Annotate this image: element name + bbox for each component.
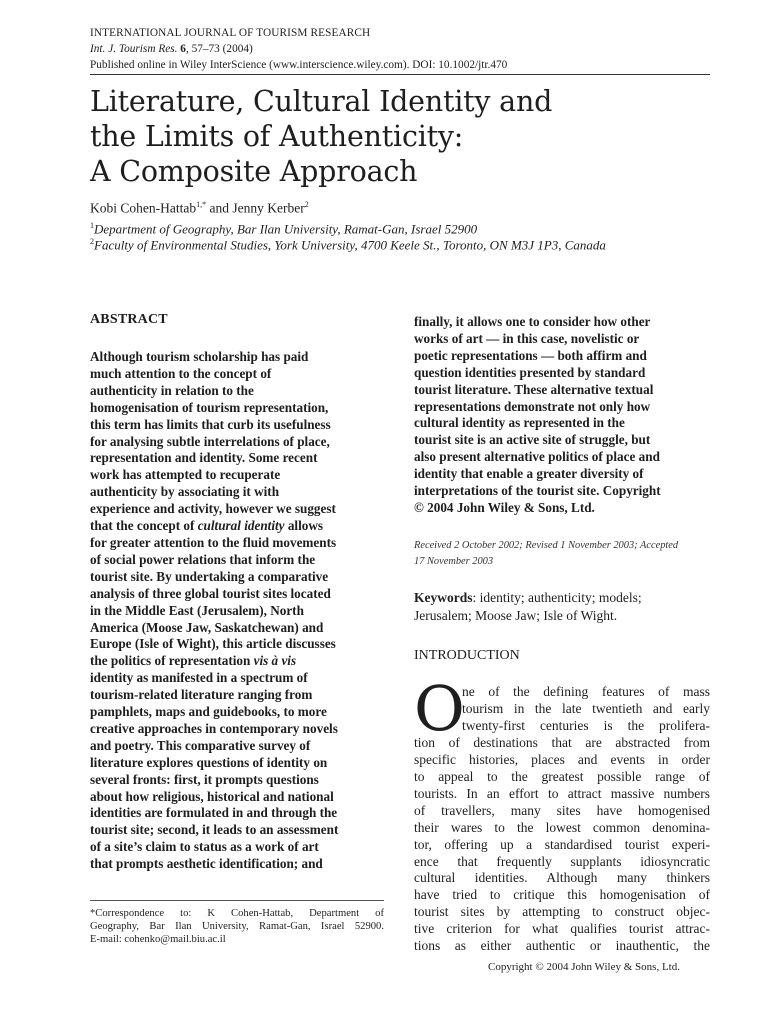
abstract-line: Although tourism scholarship has paid [90, 349, 309, 364]
intro-line: tourists. In an effort to attract massive numbers [414, 785, 710, 801]
intro-line: specific histories, places and events in order [414, 751, 710, 767]
keywords-line-2: Jerusalem; Moose Jaw; Isle of Wight. [414, 607, 618, 623]
citation-volume: 6 [180, 43, 186, 55]
abstract-line: of social power relations that inform the [90, 551, 316, 567]
drop-cap: O [414, 672, 465, 745]
abstract-line: poetic representations — both affirm and [414, 347, 647, 363]
intro-line: have tried to critique this homogenisation of [414, 887, 710, 903]
abstract-fragment: allows [284, 518, 323, 534]
footnote-divider [90, 900, 384, 901]
journal-header [90, 25, 730, 73]
abstract-line: America (Moose Jaw, Saskatchewan) and [90, 619, 324, 635]
copyright-notice: Copyright © 2004 John Wiley & Sons, Ltd. [488, 961, 680, 973]
keywords-line-1 [414, 589, 714, 607]
abstract-line-vis-a-vis [90, 653, 384, 670]
abstract-fragment: that the concept of [90, 518, 198, 534]
abstract-line: identity as manifested in a spectrum of [90, 670, 308, 686]
affiliation-1-text: Department of Geography, Bar Ilan University, Ramat-Gan, Israel 52900 [94, 221, 478, 237]
abstract-line: in the Middle East (Jerusalem), North [90, 602, 304, 618]
abstract-line: authenticity by associating it with [90, 484, 280, 500]
intro-line: tourism in the late twentieth and early [462, 700, 710, 716]
abstract-line: analysis of three global tourist sites located [90, 585, 331, 601]
abstract-line: pamphlets, maps and guidebooks, to more [90, 704, 327, 720]
abstract-line: and poetry. This comparative survey of [90, 737, 311, 753]
citation-pages: , 57–73 (2004) [185, 43, 253, 55]
article-title [90, 84, 730, 189]
author-list [90, 200, 309, 217]
intro-line: cultural identities. Although many thinkers [414, 870, 710, 886]
author-1: Kobi Cohen-Hattab [90, 200, 197, 216]
dates-line-2: 17 November 2003 [414, 556, 494, 567]
author-2: Jenny Kerber [232, 200, 305, 216]
emphasis-cultural-identity: cultural identity [197, 518, 285, 534]
abstract-line: question identities presented by standard [414, 364, 646, 380]
intro-line: their wares to the lowest common denomina- [414, 819, 710, 835]
journal-name: INTERNATIONAL JOURNAL OF TOURISM RESEARCH [90, 27, 371, 39]
footnote-line-1: *Correspondence to: K Cohen-Hattab, Department of [90, 908, 384, 919]
abstract-line: several fronts: first, it prompts questions [90, 771, 319, 787]
intro-line: tion of destinations that are abstracted from [414, 734, 710, 750]
emphasis-vis-a-vis: vis à vis [253, 653, 297, 669]
affiliation-2-mark: 2 [90, 237, 94, 246]
abstract-line: finally, it allows one to consider how other [414, 314, 651, 329]
abstract-line: tourist site is an active site of struggle, but [414, 432, 651, 448]
journal-citation [90, 41, 730, 57]
abstract-line: identities are formulated in and through the [90, 805, 338, 821]
intro-line: ne of the defining features of mass [462, 684, 710, 699]
keywords-text: : identity; authenticity; models; [472, 590, 642, 605]
abstract-line: Europe (Isle of Wight), this article discusses [90, 636, 336, 652]
abstract-line: works of art — in this case, novelistic or [414, 330, 640, 346]
introduction-text [414, 672, 710, 955]
abstract-line: work has attempted to recuperate [90, 467, 281, 483]
author-conjunction: and [206, 200, 233, 216]
abstract-line: representations demonstrate not only how [414, 398, 651, 414]
abstract-continued [414, 314, 710, 517]
footnote-line-2: Geography, Bar Ilan University, Ramat-Gan, Israel 52900. [90, 921, 384, 933]
footnote-email: E-mail: cohenko@mail.biu.ac.il [90, 934, 226, 946]
abstract-line: creative approaches in contemporary novels [90, 720, 338, 736]
abstract-heading: ABSTRACT [90, 312, 168, 327]
intro-line: of travellers, many sites have homogenised [414, 802, 710, 818]
publication-info: Published online in Wiley InterScience (www.interscience.wiley.com). DOI: 10.1002/jtr.470 [90, 59, 508, 71]
abstract-line: tourist literature. These alternative textual [414, 381, 654, 397]
abstract-line: tourism-related literature ranging from [90, 687, 313, 703]
correspondence-footnote [90, 907, 384, 947]
abstract-line: © 2004 John Wiley & Sons, Ltd. [414, 499, 595, 515]
abstract-line: identity that enable a greater diversity of [414, 466, 644, 482]
abstract-line: experience and activity, however we suggest [90, 501, 336, 517]
keywords [414, 589, 714, 624]
title-line-2: the Limits of Authenticity: [90, 120, 464, 153]
abstract-line: tourist site. By undertaking a comparative [90, 568, 329, 584]
article-dates [414, 538, 714, 570]
dates-line-1: Received 2 October 2002; Revised 1 November 2003; Accepted [414, 540, 679, 551]
abstract-line: literature explores questions of identity on [90, 754, 328, 770]
affiliation-2 [90, 237, 606, 253]
abstract-line: for greater attention to the fluid movements [90, 534, 337, 550]
abstract-line-cultural-identity [90, 518, 384, 535]
affiliation-2-text: Faculty of Environmental Studies, York University, 4700 Keele St., Toronto, ON M3J 1P3, Canada [94, 237, 606, 253]
intro-line: tor, offering up a standardised tourist experi- [414, 836, 710, 852]
abstract-line: about how religious, historical and national [90, 788, 334, 804]
abstract-line: authenticity in relation to the [90, 382, 254, 398]
left-column [90, 312, 384, 328]
abstract-line: cultural identity as represented in the [414, 415, 625, 431]
header-divider [90, 74, 710, 75]
affiliation-1 [90, 221, 477, 237]
title-line-1: Literature, Cultural Identity and [90, 85, 553, 118]
intro-line: tourist sites by attempting to construct objec- [414, 904, 710, 920]
affiliation-1-mark: 1 [90, 221, 94, 230]
introduction-heading: INTRODUCTION [414, 648, 520, 663]
intro-line: tions as either authentic or inauthentic, the [414, 938, 710, 954]
abstract-line: much attention to the concept of [90, 365, 272, 381]
abstract-line: this term has limits that curb its usefulness [90, 416, 331, 432]
abstract-line: tourist site; second, it leads to an assessment [90, 822, 339, 838]
abstract-line: that prompts aesthetic identification; and [90, 856, 323, 872]
intro-line: twenty-first centuries is the prolifera- [462, 717, 710, 733]
abstract-fragment: the politics of representation [90, 653, 254, 669]
abstract-line: representation and identity. Some recent [90, 450, 318, 466]
title-line-3: A Composite Approach [90, 155, 418, 188]
author-1-marks: 1,* [196, 200, 207, 209]
abstract-line: also present alternative politics of place and [414, 449, 660, 465]
abstract-line: for analysing subtle interrelations of place, [90, 433, 330, 449]
intro-line: ence that frequently supplants idiosyncratic [414, 853, 710, 869]
intro-line: tive criterion for what qualifies tourist attrac- [414, 921, 710, 937]
intro-line: to appeal to the greatest possible range of [414, 768, 710, 784]
abstract-line: homogenisation of tourism representation, [90, 399, 329, 415]
abstract-line: interpretations of the tourist site. Copyright [414, 483, 661, 499]
abstract-line: of a site’s claim to status as a work of art [90, 839, 319, 855]
author-2-marks: 2 [304, 200, 309, 209]
citation-journal: Int. J. Tourism Res. [90, 43, 178, 55]
abstract-text [90, 349, 384, 873]
keywords-label: Keywords [414, 590, 473, 605]
